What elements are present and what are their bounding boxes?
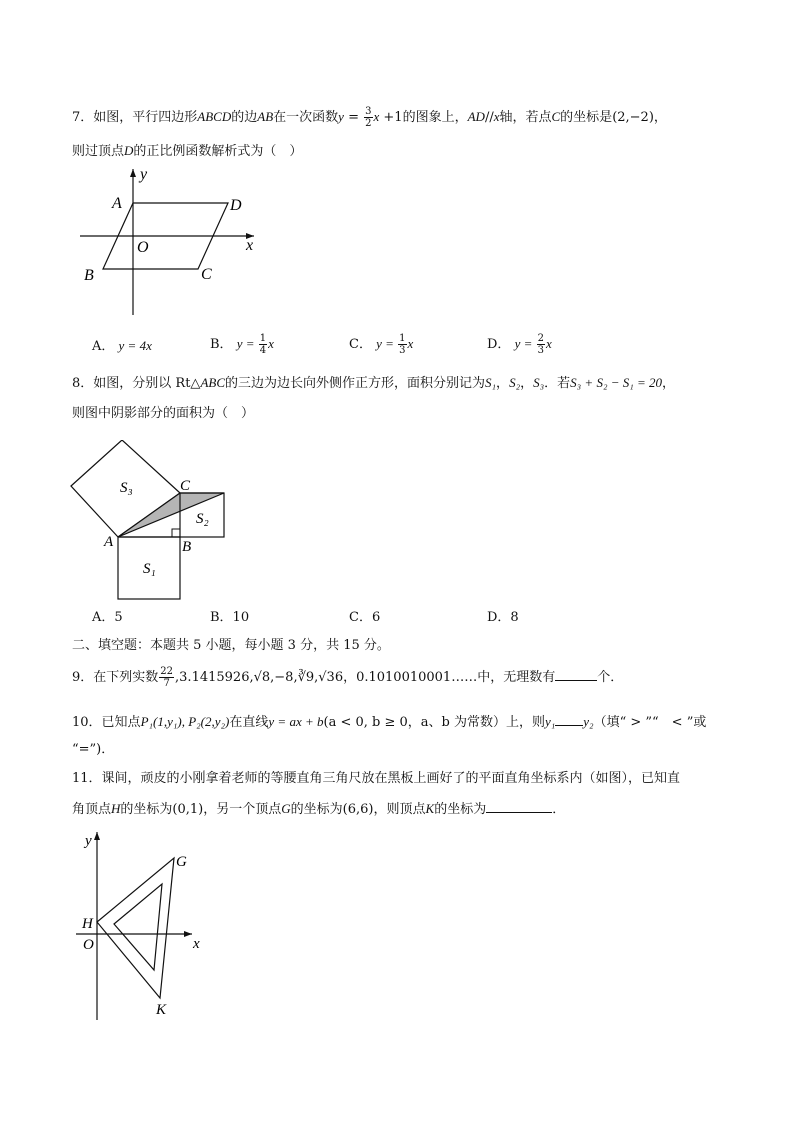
q11-text: ，另一个顶点 [203, 802, 282, 817]
q7-option-a[interactable] [92, 337, 152, 356]
q7-fig-O: O [137, 239, 149, 256]
q8-option-b-label: B．10 [210, 610, 250, 625]
q7-fig-D: D [230, 197, 242, 214]
q11-fig-G: G [176, 854, 187, 870]
q8-line2 [72, 405, 254, 423]
q11-g: G [281, 801, 291, 816]
q7-option-b-label: B． [210, 337, 233, 352]
q7-text: ， [653, 110, 667, 125]
q11-text: 课间，顽皮的小刚拿着老师的等腰直角三角尺放在黑板上画好了的平面直角坐标系内（如图），已知直 [101, 771, 681, 786]
q7-option-c-den: 3 [399, 345, 406, 356]
q8-sep: ， [496, 376, 510, 391]
q10-answer-blank[interactable] [555, 713, 583, 726]
q8-text: ．若 [544, 376, 571, 391]
q10-y1: y₁ [544, 714, 556, 729]
q7-option-d-frac [537, 333, 545, 356]
q8-s2: S₂ [509, 375, 521, 390]
q8-option-a-label: A．5 [92, 610, 123, 625]
q7-func-den: 2 [365, 118, 372, 129]
q11-k: K [425, 801, 435, 816]
q9-text: 个． [597, 670, 624, 685]
q9-number-list: ,3.1415926,√8,−8,∛9,√36 [175, 670, 344, 685]
q7-line2 [72, 142, 302, 161]
q7-fig-x: x [246, 237, 254, 254]
q11-fig-O: O [83, 937, 94, 953]
q7-option-b-frac [259, 333, 267, 356]
q7-option-d-label: D． [487, 337, 511, 352]
q8-condition: S₃ + S₂ − S₁ = 20 [570, 375, 663, 390]
q7-c: C [551, 109, 561, 124]
q8-text: ， [662, 376, 676, 391]
q11-text: ，则顶点 [373, 802, 426, 817]
q11-text: 的坐标为 [290, 802, 343, 817]
q9-frac-num: 22 [160, 666, 174, 677]
q10-line1 [72, 713, 706, 732]
q7-text: 轴，若点 [499, 110, 552, 125]
q8-s3: S₃ [533, 375, 545, 390]
q11-text: 角顶点 [72, 802, 112, 817]
q7-option-c[interactable] [349, 333, 413, 356]
q10-equation: y = ax + b [268, 714, 324, 729]
q7-text: 则过顶点 [72, 144, 125, 159]
q11-fig-y: y [85, 833, 92, 849]
q7-ad: AD [467, 109, 485, 124]
q7-func-plus: +1 [379, 110, 403, 125]
q10-text: （填“ > ”“ < ”或 [593, 715, 707, 730]
q11-answer-blank[interactable] [486, 800, 552, 813]
q7-option-d-post: x [546, 336, 552, 351]
q7-coord: (2,−2) [612, 110, 654, 125]
q8-figure [66, 440, 246, 608]
q8-option-b[interactable] [210, 609, 249, 627]
q7-option-d[interactable] [487, 333, 552, 356]
q11-number: 11． [72, 771, 102, 786]
q7-option-c-frac [398, 333, 406, 356]
q7-option-d-pre: y = [514, 336, 536, 351]
q7-fig-y: y [140, 166, 148, 183]
q10-text: 在直线 [229, 715, 269, 730]
q9-fraction [159, 666, 174, 689]
q8-fig-S2: S₂ [196, 511, 209, 527]
q7-option-b-den: 4 [259, 345, 267, 356]
q8-option-d[interactable] [487, 609, 519, 627]
q10-points: P₁(1,y₁), P₂(2,y₂) [140, 714, 230, 729]
q11-h-coord: (0,1) [172, 802, 204, 817]
q11-text: 的坐标为 [120, 802, 173, 817]
section-2-text: 二、填空题：本题共 5 小题，每小题 3 分，共 15 分。 [72, 638, 390, 653]
q8-abc: ABC [200, 375, 225, 390]
q7-text: 的正比例函数解析式为（ ） [133, 144, 303, 159]
q8-option-a[interactable] [92, 609, 123, 627]
q8-number: 8． [72, 376, 94, 391]
q8-text: 则图中阴影部分的面积为（ ） [72, 406, 255, 421]
q7-xaxis: x [493, 109, 500, 124]
q11-text: 的坐标为 [434, 802, 487, 817]
q7-func-num: 3 [365, 106, 372, 117]
q8-fig-B: B [182, 539, 192, 555]
q11-h: H [111, 801, 121, 816]
q8-sep: ， [520, 376, 534, 391]
q8-line1 [72, 374, 675, 393]
q7-text: 的边 [231, 110, 258, 125]
q10-text: “=”)． [72, 742, 115, 757]
q7-option-a-label: A． [92, 339, 115, 354]
q7-func-eq: = [343, 110, 364, 125]
q10-y2: y₂ [583, 714, 594, 729]
q7-option-a-expr: y = 4x [118, 338, 152, 353]
q7-func-x: x [373, 109, 380, 124]
q7-fig-C: C [201, 266, 212, 283]
q9-text: ，0.1010010001……中，无理数有 [343, 670, 556, 685]
q7-option-b-pre: y = [236, 336, 258, 351]
q7-abcd: ABCD [197, 109, 232, 124]
q7-option-c-num: 1 [399, 333, 406, 344]
q9-text: 在下列实数 [93, 670, 159, 685]
q7-parallel: // [484, 110, 494, 125]
q8-text: 的三边为边长向外侧作正方形，面积分别记为 [225, 376, 486, 391]
section-2-heading [72, 637, 390, 655]
q7-option-d-den: 3 [537, 345, 544, 356]
q11-g-coord: (6,6) [342, 802, 374, 817]
q7-option-c-post: x [407, 336, 414, 351]
q7-text: 在一次函数 [273, 110, 339, 125]
q7-d: D [124, 143, 134, 158]
q8-fig-C: C [180, 478, 191, 494]
q11-line1 [72, 770, 680, 788]
q10-line2 [72, 741, 114, 759]
q7-option-b-num: 1 [259, 333, 267, 344]
q7-option-c-label: C． [349, 337, 372, 352]
q7-text: 如图，平行四边形 [93, 110, 198, 125]
q11-line2 [72, 800, 565, 819]
q7-text: 的坐标是 [560, 110, 613, 125]
q7-func-y: y [338, 109, 344, 124]
q8-option-c[interactable] [349, 609, 380, 627]
q9-number: 9． [72, 670, 94, 685]
q7-func-fraction [364, 106, 372, 129]
q8-fig-S3: S₃ [120, 480, 133, 496]
q8-s1: S₁ [485, 375, 497, 390]
q7-number: 7． [72, 110, 94, 125]
q8-fig-A: A [104, 534, 114, 550]
q8-option-c-label: C．6 [349, 610, 381, 625]
q11-fig-K: K [156, 1002, 167, 1018]
q11-fig-x: x [193, 936, 200, 952]
q11-text: ． [552, 802, 566, 817]
q10-text: 已知点 [101, 715, 141, 730]
q9-line [72, 666, 623, 689]
q11-figure [76, 828, 216, 1024]
q8-fig-S1: S₁ [143, 561, 156, 577]
q7-fig-B: B [84, 267, 94, 284]
q10-number: 10． [72, 715, 102, 730]
q7-text: 的图象上， [402, 110, 468, 125]
q7-option-b[interactable] [210, 333, 274, 356]
q7-figure [70, 163, 270, 323]
q8-option-d-label: D．8 [487, 610, 519, 625]
q7-option-d-num: 2 [537, 333, 544, 344]
q7-line1 [72, 106, 667, 129]
q7-option-c-pre: y = [376, 336, 398, 351]
q7-ab: AB [257, 109, 274, 124]
q11-fig-H: H [82, 916, 93, 932]
q7-option-b-post: x [268, 336, 274, 351]
q7-fig-A: A [112, 195, 122, 212]
q10-text: (a < 0, b ≥ 0，a、b 为常数）上，则 [323, 715, 545, 730]
q9-answer-blank[interactable] [555, 668, 597, 681]
q8-text: 如图，分别以 Rt△ [93, 376, 201, 391]
q9-frac-den: 7 [163, 678, 170, 689]
